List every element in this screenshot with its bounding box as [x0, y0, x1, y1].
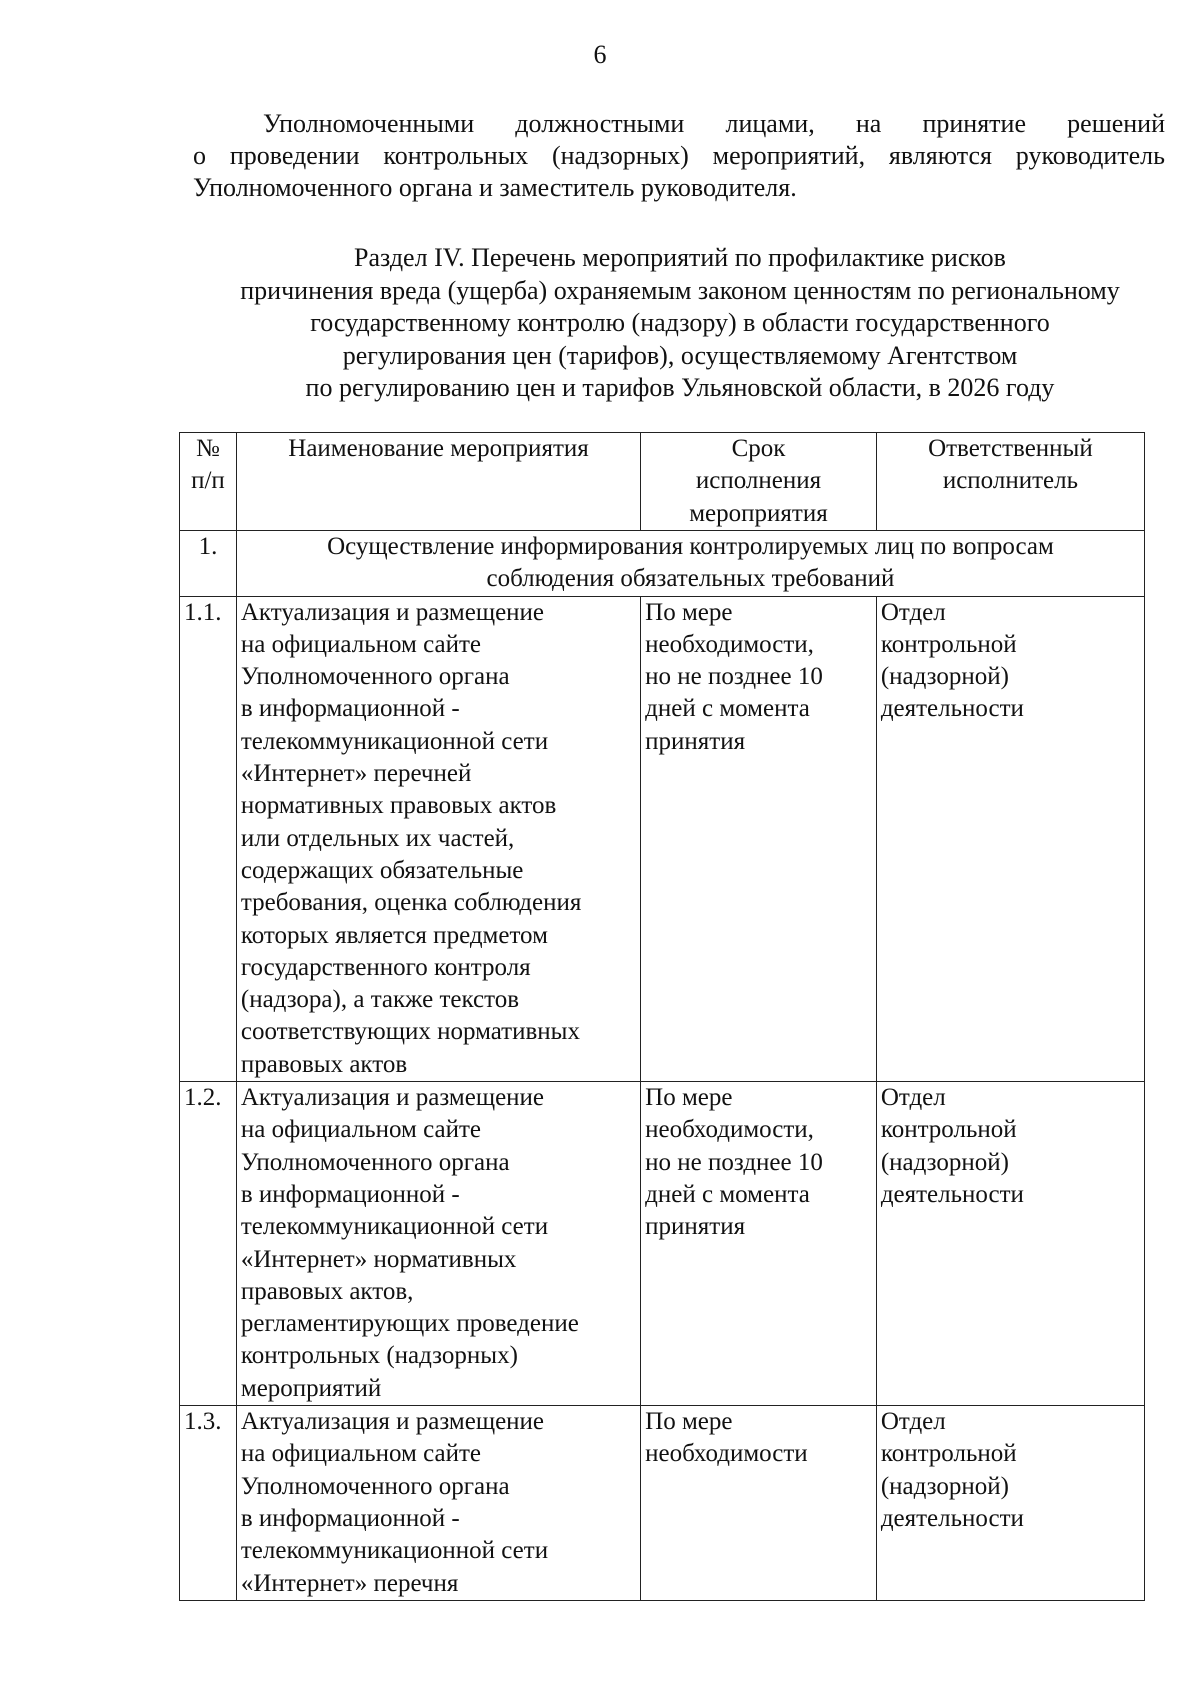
cell-line: государственного контроля — [240, 953, 531, 981]
cell-line: деятельности — [880, 1504, 1024, 1532]
cell-line: но не позднее 10 — [645, 663, 823, 691]
cell-line: телекоммуникационной сети — [240, 727, 549, 755]
cell-line: «Интернет» перечня — [240, 1569, 459, 1597]
row-num: 1.2. — [180, 1082, 237, 1406]
cell-line: которых является предметом — [240, 921, 548, 949]
cell-line: телекоммуникационной сети — [240, 1213, 549, 1241]
cell-line: (надзорной) — [880, 663, 1009, 691]
cell-line: содержащих обязательные — [240, 856, 524, 884]
table-section-row — [180, 531, 1145, 597]
cell-line: деятельности — [880, 1180, 1024, 1208]
cell-line: Актуализация и размещение — [240, 1084, 545, 1112]
header-text: исполнитель — [942, 467, 1078, 495]
cell-line: нормативных правовых актов — [240, 792, 557, 820]
row-responsible — [876, 1082, 1144, 1406]
table-header-row — [180, 433, 1145, 531]
row-term — [641, 596, 877, 1081]
cell-line: контрольной — [880, 630, 1017, 658]
section-heading-line: соблюдения обязательных требований — [486, 565, 895, 593]
row-num: 1.1. — [180, 596, 237, 1081]
cell-line: «Интернет» нормативных — [240, 1245, 517, 1273]
row-name — [236, 1406, 640, 1601]
section-title-line: государственному контролю (надзору) в области государственного — [310, 308, 1050, 337]
intro-line: Уполномоченными должностными лицами, на принятие решений — [263, 109, 1165, 138]
page-number: 6 — [593, 40, 607, 69]
cell-line: в информационной - — [240, 1504, 460, 1532]
cell-line: соответствующих нормативных — [240, 1018, 580, 1046]
cell-line: правовых актов — [240, 1050, 408, 1078]
row-term — [641, 1406, 877, 1601]
intro-line: о проведении контрольных (надзорных) мероприятий, являются руководитель — [193, 141, 1165, 170]
cell-line: но не позднее 10 — [645, 1148, 823, 1176]
cell-line: необходимости — [645, 1440, 808, 1468]
cell-line: требования, оценка соблюдения — [240, 889, 582, 917]
row-term — [641, 1082, 877, 1406]
cell-line: дней с момента — [645, 1180, 810, 1208]
section-heading — [236, 531, 1144, 597]
cell-line: деятельности — [880, 695, 1024, 723]
cell-line: необходимости, — [645, 630, 814, 658]
cell-line: (надзорной) — [880, 1148, 1009, 1176]
cell-line: Отдел — [880, 598, 946, 626]
header-name — [236, 433, 640, 531]
cell-line: телекоммуникационной сети — [240, 1537, 549, 1565]
cell-line: «Интернет» перечней — [240, 760, 472, 788]
cell-line: контрольной — [880, 1440, 1017, 1468]
cell-line: По мере — [645, 1408, 733, 1436]
header-responsible — [876, 433, 1144, 531]
cell-line: правовых актов, — [240, 1277, 414, 1305]
cell-line: необходимости, — [645, 1116, 814, 1144]
cell-line: принятия — [645, 1213, 746, 1241]
cell-line: в информационной - — [240, 1180, 460, 1208]
section-title — [160, 242, 1200, 405]
header-text: мероприятия — [689, 499, 828, 527]
cell-line: Актуализация и размещение — [240, 598, 545, 626]
row-responsible — [876, 1406, 1144, 1601]
cell-line: Актуализация и размещение — [240, 1408, 545, 1436]
cell-line: Отдел — [880, 1084, 946, 1112]
cell-line: Уполномоченного органа — [240, 1472, 510, 1500]
row-name — [236, 596, 640, 1081]
header-text: Ответственный — [928, 435, 1093, 462]
cell-line: (надзора), а также текстов — [240, 986, 519, 1014]
row-responsible — [876, 596, 1144, 1081]
header-text: Наименование мероприятия — [288, 435, 589, 462]
header-text: № — [196, 435, 220, 462]
cell-line: Уполномоченного органа — [240, 663, 510, 691]
cell-line: контрольной — [880, 1116, 1017, 1144]
table-row — [180, 1082, 1145, 1406]
cell-line: По мере — [645, 598, 733, 626]
section-title-line: причинения вреда (ущерба) охраняемым законом ценностям по региональному — [240, 275, 1120, 305]
cell-line: на официальном сайте — [240, 1440, 481, 1468]
section-heading-line: Осуществление информирования контролируемых лиц по вопросам — [327, 533, 1054, 560]
table-row — [180, 1406, 1145, 1601]
header-text: п/п — [191, 467, 225, 495]
section-title-line: регулирования цен (тарифов), осуществляемому Агентством — [342, 340, 1018, 370]
cell-line: По мере — [645, 1084, 733, 1112]
cell-line: мероприятий — [240, 1374, 382, 1402]
cell-line: или отдельных их частей, — [240, 824, 515, 852]
cell-line: на официальном сайте — [240, 630, 481, 658]
header-num — [180, 433, 237, 531]
section-num: 1. — [180, 531, 237, 597]
cell-line: принятия — [645, 727, 746, 755]
section-title-line: Раздел IV. Перечень мероприятий по профилактике рисков — [354, 243, 1006, 272]
row-num: 1.3. — [180, 1406, 237, 1601]
cell-line: на официальном сайте — [240, 1116, 481, 1144]
cell-line: Отдел — [880, 1408, 946, 1436]
cell-line: контрольных (надзорных) — [240, 1342, 518, 1370]
measures-table — [179, 432, 1145, 1601]
cell-line: (надзорной) — [880, 1472, 1009, 1500]
section-title-line: по регулированию цен и тарифов Ульяновской области, в 2026 году — [305, 373, 1055, 402]
cell-line: в информационной - — [240, 695, 460, 723]
header-text: Срок — [731, 435, 786, 462]
cell-line: дней с момента — [645, 695, 810, 723]
intro-line: Уполномоченного органа и заместитель руководителя. — [193, 173, 797, 202]
header-term — [641, 433, 877, 531]
cell-line: Уполномоченного органа — [240, 1148, 510, 1176]
header-text: исполнения — [695, 467, 822, 495]
table-row — [180, 596, 1145, 1081]
row-name — [236, 1082, 640, 1406]
cell-line: регламентирующих проведение — [240, 1310, 579, 1338]
intro-paragraph — [193, 108, 1165, 204]
